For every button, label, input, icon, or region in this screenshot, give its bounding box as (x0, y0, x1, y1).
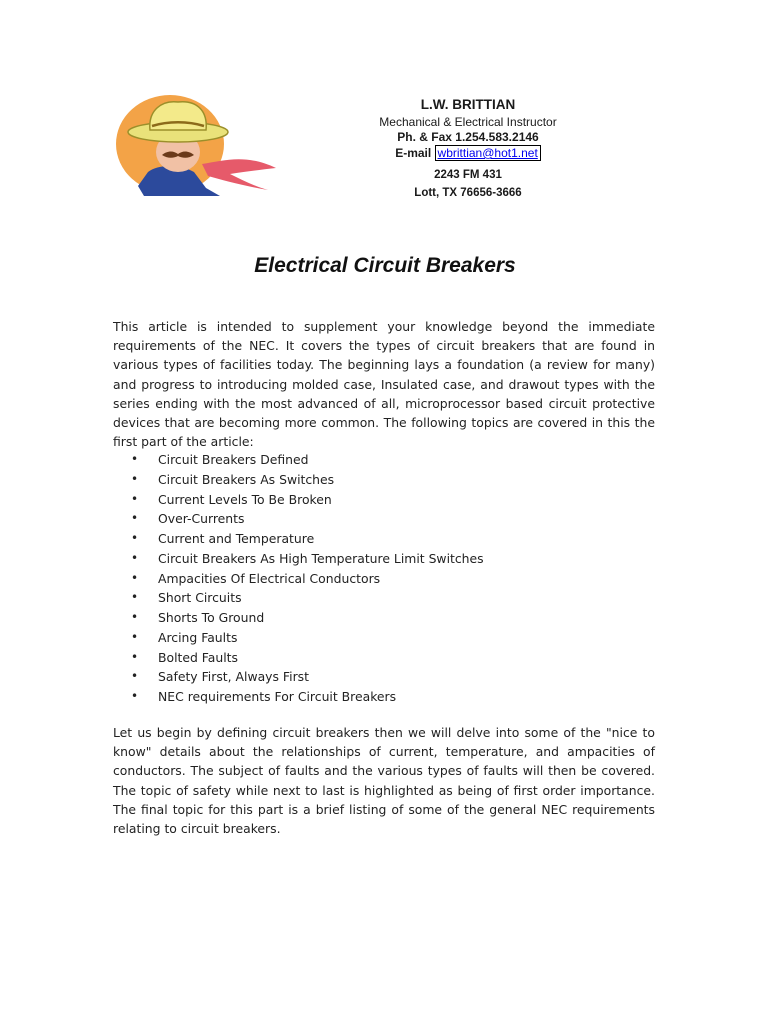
author-header (350, 96, 586, 202)
bullet-icon: • (131, 471, 139, 486)
bullet-icon: • (131, 669, 139, 684)
bullet-icon: • (131, 511, 139, 526)
address-block (350, 166, 586, 202)
email-link[interactable]: wbrittian@hot1.net (435, 145, 541, 161)
topic-label: Circuit Breakers As High Temperature Limit Switches (158, 550, 484, 566)
address-line-2: Lott, TX 76656-3666 (414, 187, 522, 199)
topic-label: Circuit Breakers As Switches (158, 471, 335, 487)
address-line-1: 2243 FM 431 (434, 169, 502, 181)
bullet-icon: • (131, 610, 139, 624)
email-line (350, 145, 586, 161)
bullet-icon: • (131, 570, 139, 585)
topic-label: Bolted Faults (158, 649, 238, 665)
list-item (113, 470, 655, 490)
topic-label: Current and Temperature (158, 531, 315, 546)
topic-label: Shorts To Ground (158, 610, 265, 625)
topic-label: Short Circuits (158, 590, 242, 606)
article-title: Electrical Circuit Breakers (254, 254, 516, 277)
list-item (113, 667, 655, 687)
bullet-icon: • (131, 491, 139, 506)
bullet-icon: • (131, 452, 139, 466)
topic-label: Arcing Faults (158, 629, 238, 645)
email-label: E-mail (395, 146, 432, 160)
list-item (113, 569, 655, 589)
intro-paragraph: This article is intended to supplement your knowledge beyond the immediate requirements of the NEC. It covers the types of circuit breakers that are found in various types of facilities today. The beginning lays a foundation (a review for many) and progress to introducing molded case, Insulated case, and drawout types with the series ending with the most advanced of all, microprocessor based circuit protective devices that are becoming more common. The following topics are covered in this the first part of the article: (113, 319, 655, 450)
topic-label: NEC requirements For Circuit Breakers (158, 689, 397, 704)
closing-paragraph: Let us begin by defining circuit breakers then we will delve into some of the "nice to know" details about the relationships of current, temperature, and ampacities of conductors. The subject of faults and the various types of faults will then be covered. The topic of safety while next to last is highlighted as being of first order importance. The final topic for this part is a brief listing of some of the general NEC requirements relating to circuit breakers. (113, 725, 655, 837)
list-item (113, 529, 655, 549)
topic-label: Circuit Breakers Defined (158, 452, 309, 467)
bullet-icon: • (131, 649, 139, 664)
list-item (113, 509, 655, 529)
list-item (113, 490, 655, 510)
topic-label: Ampacities Of Electrical Conductors (158, 570, 381, 586)
list-item (113, 687, 655, 707)
bullet-icon: • (131, 531, 139, 545)
list-item (113, 648, 655, 668)
list-item (113, 608, 655, 628)
bullet-icon: • (131, 550, 139, 565)
bullet-icon: • (131, 629, 139, 644)
topic-label: Safety First, Always First (158, 669, 309, 685)
list-item (113, 588, 655, 608)
topic-list (113, 450, 655, 707)
cowboy-clipart-icon (108, 88, 284, 200)
bullet-icon: • (131, 689, 139, 703)
phone-fax: Ph. & Fax 1.254.583.2146 (397, 130, 539, 144)
bullet-icon: • (131, 590, 139, 605)
topic-label: Current Levels To Be Broken (158, 491, 332, 507)
list-item (113, 549, 655, 569)
author-name: L.W. BRITTIAN (420, 97, 516, 112)
list-item (113, 450, 655, 470)
list-item (113, 628, 655, 648)
author-role: Mechanical & Electrical Instructor (379, 115, 557, 129)
topic-label: Over-Currents (158, 511, 245, 527)
